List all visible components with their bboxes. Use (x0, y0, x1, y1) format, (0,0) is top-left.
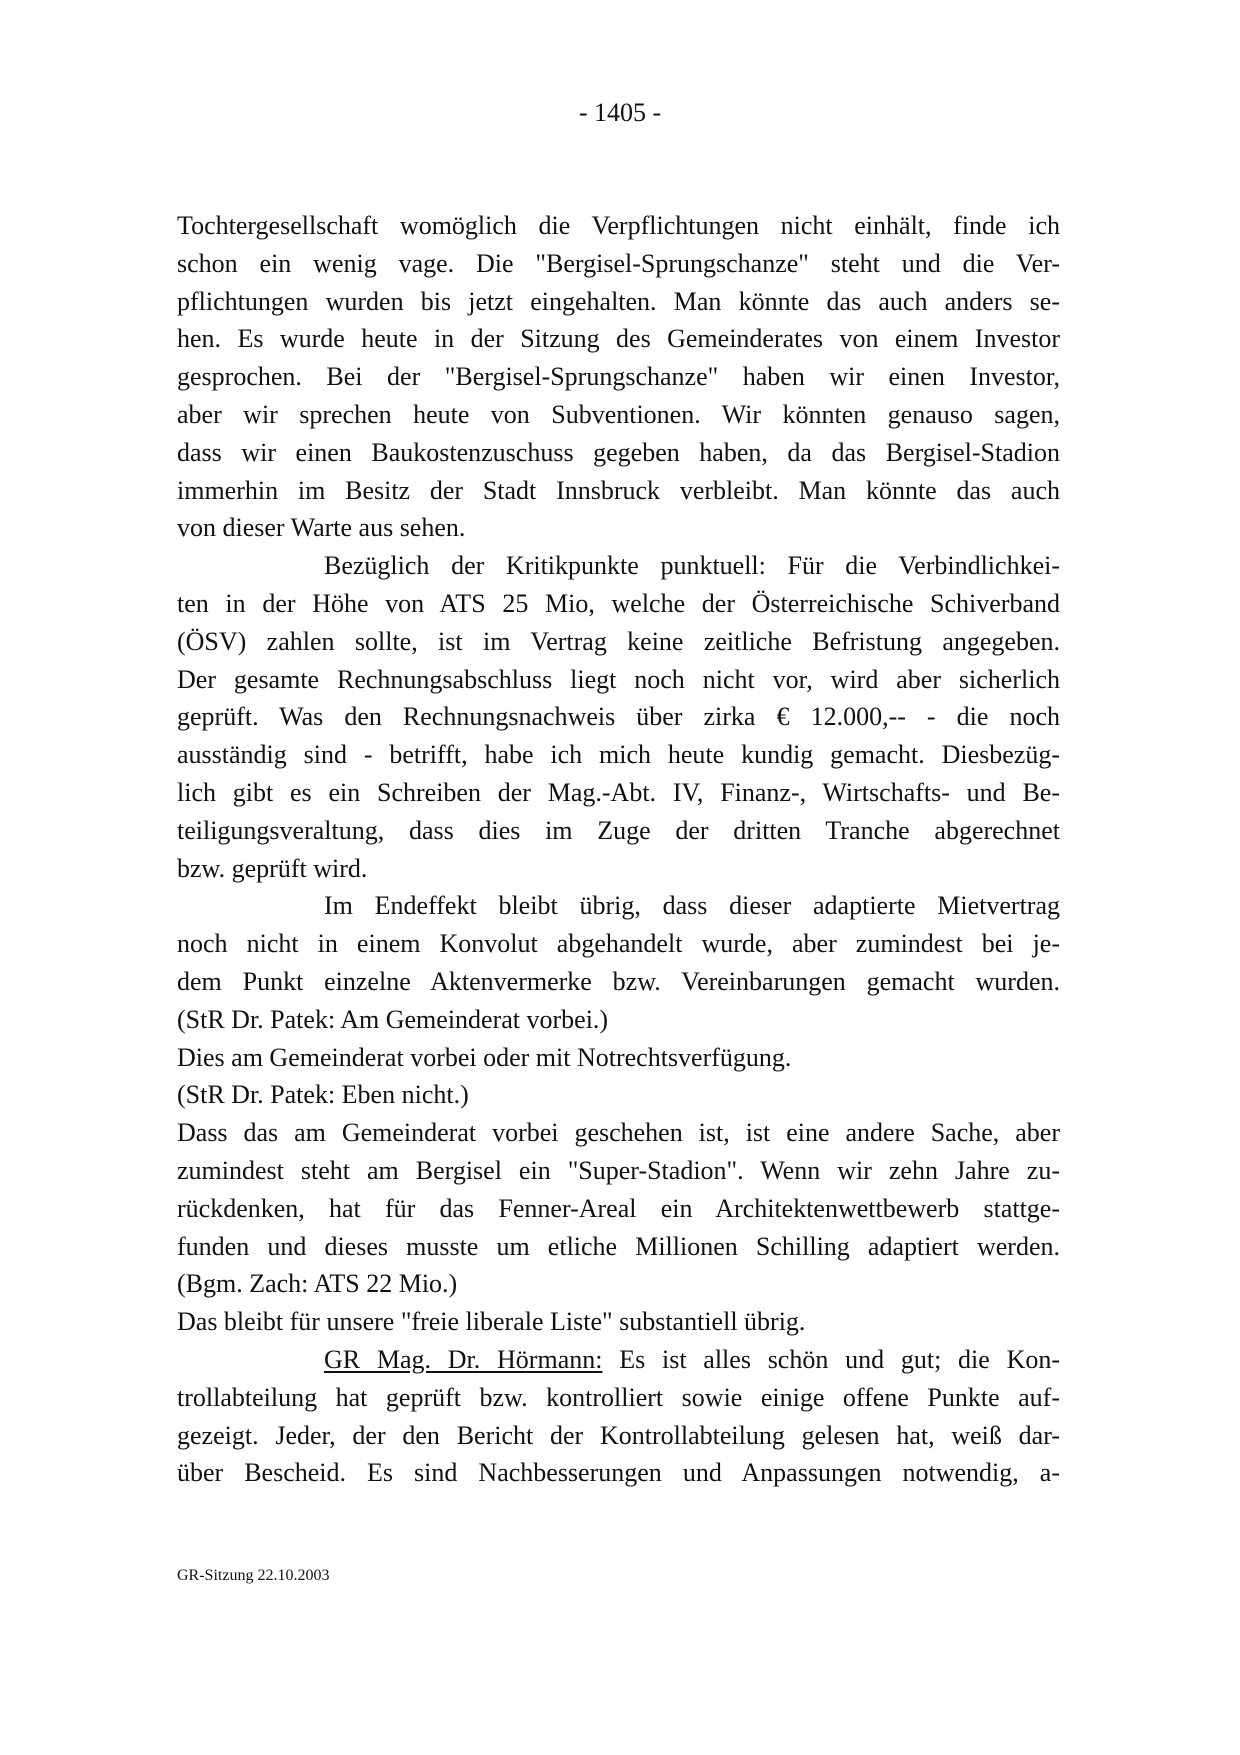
footer-session-date: GR-Sitzung 22.10.2003 (177, 1567, 330, 1584)
text-line: lich gibt es ein Schreiben der Mag.-Abt. IV, Finanz-, Wirtschafts- und Be- (177, 777, 1060, 807)
text-line: trollabteilung hat geprüft bzw. kontrolliert sowie einige offene Punkte auf- (177, 1382, 1060, 1412)
text-line: Dass das am Gemeinderat vorbei geschehen ist, ist eine andere Sache, aber (177, 1118, 1060, 1148)
text-line: rückdenken, hat für das Fenner-Areal ein Architektenwettbewerb stattge- (177, 1193, 1060, 1223)
speaker-line (177, 1341, 1060, 1379)
text-line: ausständig sind - betrifft, habe ich mich heute kundig gemacht. Diesbezüg- (177, 740, 1060, 770)
text-line: Der gesamte Rechnungsabschluss liegt noch nicht vor, wird aber sicherlich (177, 664, 1060, 694)
text-line: geprüft. Was den Rechnungsnachweis über zirka € 12.000,-- - die noch (177, 702, 1060, 732)
text-line: über Bescheid. Es sind Nachbesserungen und Anpassungen notwendig, a- (177, 1458, 1060, 1488)
text-line: funden und dieses musste um etliche Millionen Schilling adaptiert werden. (177, 1231, 1060, 1261)
text-line: ten in der Höhe von ATS 25 Mio, welche der Österreichische Schiverband (177, 588, 1060, 618)
text-line: dem Punkt einzelne Aktenvermerke bzw. Vereinbarungen gemacht wurden. (177, 966, 1060, 996)
text-line: zumindest steht am Bergisel ein "Super-Stadion". Wenn wir zehn Jahre zu- (177, 1155, 1060, 1185)
speaker-name: GR Mag. Dr. Hörmann: (324, 1344, 603, 1374)
text-line: (ÖSV) zahlen sollte, ist im Vertrag keine zeitliche Befristung angegeben. (177, 626, 1060, 656)
text-line: Dies am Gemeinderat vorbei oder mit Notrechtsverfügung. (177, 1042, 792, 1072)
text-line: dass wir einen Baukostenzuschuss gegeben haben, da das Bergisel-Stadion (177, 437, 1060, 467)
text-line: noch nicht in einem Konvolut abgehandelt wurde, aber zumindest bei je- (177, 929, 1060, 959)
interjection-line: (Bgm. Zach: ATS 22 Mio.) (177, 1269, 458, 1299)
text-line: gesprochen. Bei der "Bergisel-Sprungschanze" haben wir einen Investor, (177, 362, 1060, 392)
text-line: immerhin im Besitz der Stadt Innsbruck verbleibt. Man könnte das auch (177, 475, 1060, 505)
interjection-line: (StR Dr. Patek: Eben nicht.) (177, 1080, 469, 1110)
paragraph-start-line: Bezüglich der Kritikpunkte punktuell: Für die Verbindlichkei- (324, 551, 1060, 581)
speaker-text: Es ist alles schön und gut; die Kon- (602, 1344, 1060, 1374)
paragraph-start-line: Im Endeffekt bleibt übrig, dass dieser adaptierte Mietvertrag (324, 891, 1060, 921)
text-line: Tochtergesellschaft womöglich die Verpflichtungen nicht einhält, finde ich (177, 211, 1060, 240)
text-line: Das bleibt für unsere "freie liberale Liste" substantiell übrig. (177, 1307, 806, 1337)
text-line: gezeigt. Jeder, der den Bericht der Kontrollabteilung gelesen hat, weiß dar- (177, 1420, 1060, 1450)
interjection-line: (StR Dr. Patek: Am Gemeinderat vorbei.) (177, 1004, 609, 1034)
text-line: hen. Es wurde heute in der Sitzung des Gemeinderates von einem Investor (177, 324, 1060, 354)
body-text (177, 207, 1060, 1492)
text-line: von dieser Warte aus sehen. (177, 513, 466, 543)
text-line: teiligungsveraltung, dass dies im Zuge der dritten Tranche abgerechnet (177, 815, 1060, 845)
text-line: bzw. geprüft wird. (177, 853, 368, 883)
text-line: pflichtungen wurden bis jetzt eingehalten. Man könnte das auch anders se- (177, 286, 1060, 316)
text-line: aber wir sprechen heute von Subventionen. Wir könnten genauso sagen, (177, 399, 1060, 429)
text-line: schon ein wenig vage. Die "Bergisel-Sprungschanze" steht und die Ver- (177, 248, 1060, 278)
page-number: - 1405 - (578, 98, 662, 127)
